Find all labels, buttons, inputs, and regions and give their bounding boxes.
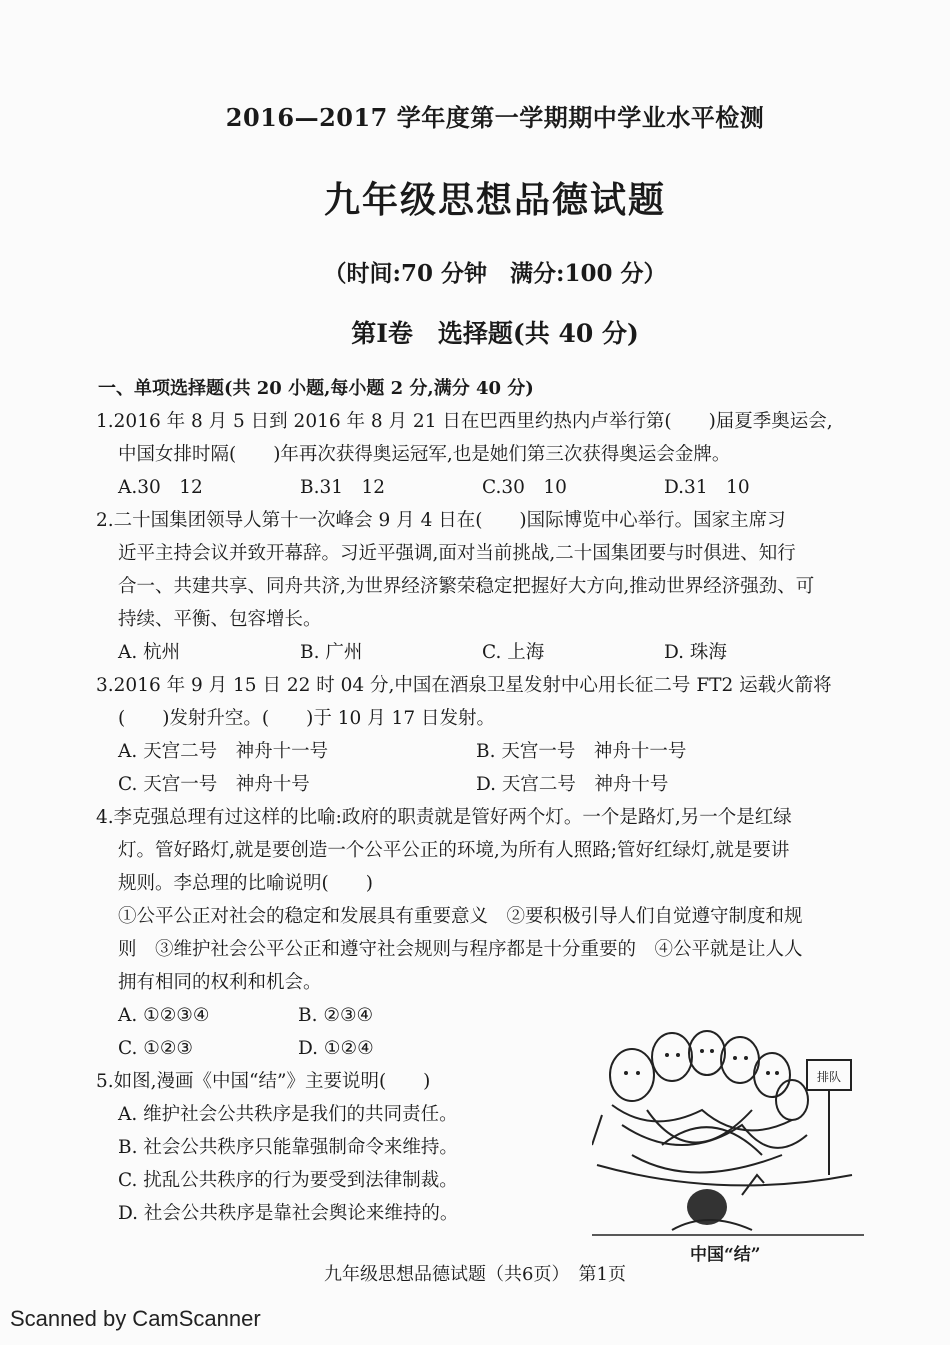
question-5-line-1: 5.如图,漫画《中国“结”》主要说明( ) bbox=[96, 1071, 431, 1092]
question-3-line-2: ( )发射升空。( )于 10 月 17 日发射。 bbox=[118, 708, 495, 729]
cartoon-illustration bbox=[592, 1015, 864, 1237]
question-1 bbox=[96, 405, 886, 504]
cartoon-caption: 中国“结” bbox=[690, 1245, 761, 1265]
question-5-option-b: B. 社会公共秩序只能靠强制命令来维持。 bbox=[118, 1137, 458, 1158]
question-5-option-d: D. 社会公共秩序是靠社会舆论来维持的。 bbox=[118, 1203, 459, 1224]
exam-title: 九年级思想品德试题 bbox=[323, 179, 666, 221]
section-title: 第Ⅰ卷 选择题(共 40 分) bbox=[351, 319, 639, 348]
question-2-line-2: 近平主持会议并致开幕辞。习近平强调,面对当前挑战,二十国集团要与时俱进、知行 bbox=[118, 543, 796, 564]
option-a: A. 天宫二号 神舟十一号 bbox=[118, 741, 329, 762]
scanner-watermark: Scanned by CamScanner bbox=[10, 1306, 261, 1331]
question-3-line-1: 3.2016 年 9 月 15 日 22 时 04 分,中国在酒泉卫星发射中心用长征二号 FT2 运载火箭将 bbox=[96, 675, 832, 696]
option-b: B. 广州 bbox=[300, 642, 363, 663]
question-2 bbox=[96, 504, 886, 669]
option-a: A. 杭州 bbox=[118, 642, 181, 663]
question-2-line-3: 合一、共建共享、同舟共济,为世界经济繁荣稳定把握好大方向,推动世界经济强劲、可 bbox=[118, 576, 815, 597]
option-b: B.31 12 bbox=[300, 477, 386, 498]
option-a: A. ①②③④ bbox=[118, 1005, 210, 1026]
option-b: B. ②③④ bbox=[298, 1005, 374, 1026]
option-b: B. 天宫一号 神舟十一号 bbox=[476, 741, 687, 762]
option-c: C. ①②③ bbox=[118, 1038, 194, 1059]
exam-time-score: （时间:70 分钟 满分:100 分） bbox=[323, 260, 667, 287]
question-2-line-1: 2.二十国集团领导人第十一次峰会 9 月 4 日在( )国际博览中心举行。国家主席习 bbox=[96, 510, 786, 531]
option-d: D. ①②④ bbox=[298, 1038, 374, 1059]
question-2-line-4: 持续、平衡、包容增长。 bbox=[118, 609, 322, 630]
question-5-option-a: A. 维护社会公共秩序是我们的共同责任。 bbox=[118, 1104, 458, 1125]
option-d: D.31 10 bbox=[664, 477, 750, 498]
question-1-line-1: 1.2016 年 8 月 5 日到 2016 年 8 月 21 日在巴西里约热内卢举行第( )届夏季奥运会, bbox=[96, 411, 833, 432]
question-3-options-row-1 bbox=[96, 735, 886, 768]
question-4-line-4: ①公平公正对社会的稳定和发展具有重要意义 ②要积极引导人们自觉遵守制度和规 bbox=[118, 906, 803, 927]
queue-sign-text: 排队 bbox=[816, 1070, 842, 1084]
exam-year-line: 2016—2017 学年度第一学期期中学业水平检测 bbox=[225, 103, 765, 132]
question-2-options bbox=[96, 636, 886, 669]
part-heading: 一、单项选择题(共 20 小题,每小题 2 分,满分 40 分) bbox=[98, 378, 534, 399]
option-d: D. 珠海 bbox=[664, 642, 727, 663]
option-c: C. 天宫一号 神舟十号 bbox=[118, 774, 310, 795]
question-1-options bbox=[96, 471, 886, 504]
question-4-line-3: 规则。李总理的比喻说明( ) bbox=[118, 873, 373, 894]
question-4-line-6: 拥有相同的权利和机会。 bbox=[118, 972, 322, 993]
question-3-options-row-2 bbox=[96, 768, 886, 801]
option-d: D. 天宫二号 神舟十号 bbox=[476, 774, 669, 795]
option-a: A.30 12 bbox=[118, 477, 203, 498]
page-footer: 九年级思想品德试题（共6页） 第1页 bbox=[324, 1264, 626, 1285]
question-4-line-1: 4.李克强总理有过这样的比喻:政府的职责就是管好两个灯。一个是路灯,另一个是红绿 bbox=[96, 807, 792, 828]
question-1-line-2: 中国女排时隔( )年再次获得奥运冠军,也是她们第三次获得奥运会金牌。 bbox=[118, 444, 731, 465]
option-c: C.30 10 bbox=[482, 477, 567, 498]
question-3 bbox=[96, 669, 886, 801]
option-c: C. 上海 bbox=[482, 642, 545, 663]
question-5-option-c: C. 扰乱公共秩序的行为要受到法律制裁。 bbox=[118, 1170, 458, 1191]
question-4-line-2: 灯。管好路灯,就是要创造一个公平公正的环境,为所有人照路;管好红绿灯,就是要讲 bbox=[118, 840, 790, 861]
question-4-line-5: 则 ③维护社会公平公正和遵守社会规则与程序都是十分重要的 ④公平就是让人人 bbox=[118, 939, 803, 960]
